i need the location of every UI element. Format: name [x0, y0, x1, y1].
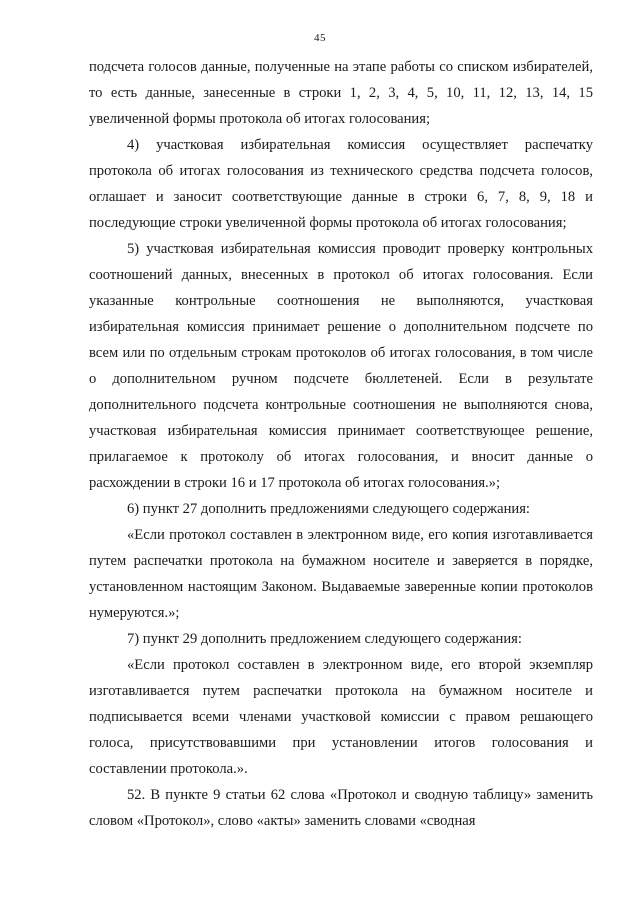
- paragraph-continuation: подсчета голосов данные, полученные на этапе работы со списком избирателей, то есть данные, занесенные в строки 1, 2, 3, 4, 5, 10, 11, 12, 13, 14, 15 увеличенной формы протокола об итогах голосования;: [89, 59, 593, 127]
- paragraph-quote-6: «Если протокол составлен в электронном виде, его копия изготавливается путем распечатки протокола на бумажном носителе и заверяется в порядке, установленном настоящим Законом. Выдаваемые заверенные копии протоколов нумеруются.»;: [89, 527, 593, 621]
- paragraph-item-7: 7) пункт 29 дополнить предложением следующего содержания:: [127, 631, 522, 647]
- paragraph-item-4: 4) участковая избирательная комиссия осуществляет распечатку протокола об итогах голосования из технического средства подсчета голосов, оглашает и заносит соответствующие данные в строки 6, 7, 8, 9, 18 и последующие строки увеличенной формы протокола об итогах голосования;: [89, 137, 593, 231]
- paragraph-item-6: 6) пункт 27 дополнить предложениями следующего содержания:: [127, 501, 530, 517]
- document-body: [89, 54, 593, 834]
- paragraph-item-52: 52. В пункте 9 статьи 62 слова «Протокол и сводную таблицу» заменить словом «Протокол», слово «акты» заменить словами «сводная: [89, 787, 593, 829]
- paragraph-item-5: 5) участковая избирательная комиссия проводит проверку контрольных соотношений данных, внесенных в протокол об итогах голосования. Если указанные контрольные соотношения не выполняются, участковая избирательная комиссия принимает решение о дополнительном подсчете по всем или по отдельным строкам протоколов об итогах голосования, в том числе о дополнительном ручном подсчете бюллетеней. Если в результате дополнительного подсчета контрольные соотношения не выполняются снова, участковая избирательная комиссия принимает соответствующее решение, прилагаемое к протоколу об итогах голосования, и вносит данные о расхождении в строки 16 и 17 протокола об итогах голосования.»;: [89, 241, 593, 491]
- paragraph-quote-7: «Если протокол составлен в электронном виде, его второй экземпляр изготавливается путем распечатки протокола на бумажном носителе и подписывается всеми членами участковой комиссии с правом решающего голоса, присутствовавшими при установлении итогов голосования и составлении протокола.».: [89, 657, 593, 777]
- page-number: 45: [314, 32, 326, 44]
